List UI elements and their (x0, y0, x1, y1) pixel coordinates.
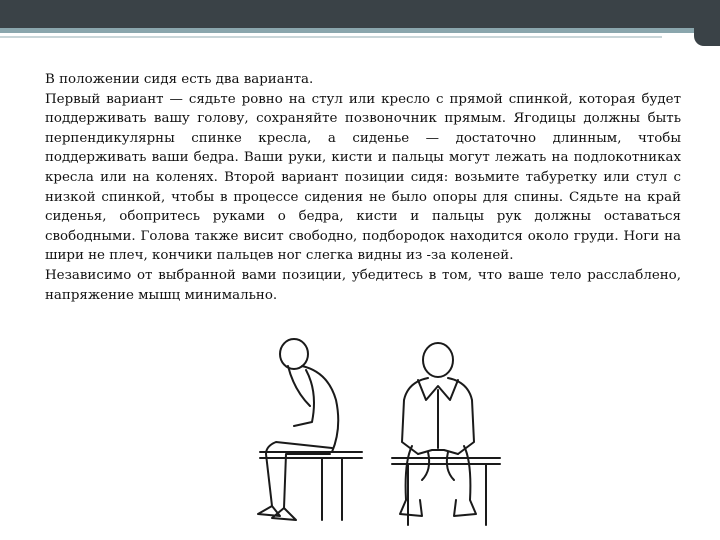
slide-header-bar (0, 0, 720, 28)
paragraph-conclusion: Независимо от выбранной вами позиции, убедитесь в том, что ваше тело расслаблено, напряжение мышц минимально. (45, 267, 681, 303)
slide-body-text (45, 70, 681, 305)
paragraph-intro: В положении сидя есть два варианта. (45, 72, 314, 87)
figure-front-view (400, 343, 476, 516)
figure-side-view (258, 339, 338, 520)
sitting-postures-illustration (232, 330, 512, 535)
paragraph-variants: Первый вариант — сядьте ровно на стул или кресло с прямой спинкой, которая будет поддерживать вашу голову, сохраняйте позвоночник прямым. Ягодицы должны быть перпендикулярны спинке кресла, а сиденье — достаточно длинным, чтобы поддерживать ваши бедра. Ваши руки, кисти и пальцы могут лежать на подлокотниках кресла или на коленях. Второй вариант позиции сидя: возьмите табуретку или стул с низкой спинкой, чтобы в процессе сидения не было опоры для спины. Сядьте на край сиденья, обопритесь руками о бедра, кисти и пальцы рук должны оставаться свободными. Голова также висит свободно, подбородок находится около груди. Ноги на шири не плеч, кончики пальцев ног слегка видны из -за коленей. (45, 91, 681, 264)
header-corner-tab (694, 28, 720, 46)
header-accent-line-thin (0, 36, 662, 38)
header-accent-line (0, 28, 694, 33)
